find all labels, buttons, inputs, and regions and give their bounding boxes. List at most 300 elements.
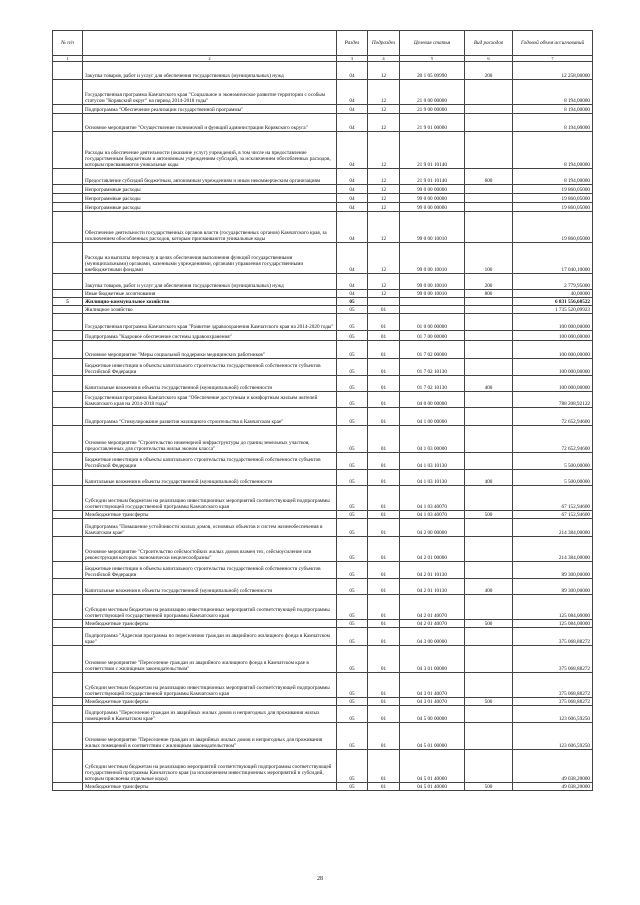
- row-num: [53, 783, 83, 791]
- row-name: Капитальные вложения в объекты государственной (муниципальной) собственности: [83, 376, 337, 392]
- row-exptype: 500: [465, 698, 513, 706]
- row-target: 04 1 03 10130: [400, 470, 465, 486]
- row-subsection: 12: [368, 185, 400, 194]
- row-exptype: 500: [465, 620, 513, 628]
- row-name: Субсидии местным бюджетам на реализацию инвестиционных мероприятий соответствующей подпрограммы соответствующей государственной программы Камчатского края: [83, 595, 337, 620]
- table-row: [53, 331, 593, 341]
- row-num: [53, 306, 83, 314]
- table-body: [53, 62, 593, 791]
- table-row: [53, 673, 593, 698]
- row-target: [400, 306, 465, 314]
- row-section: 05: [337, 408, 368, 426]
- row-subsection: 12: [368, 274, 400, 290]
- row-amount: 123 606,59250: [513, 723, 593, 750]
- row-name: Бюджетные инвестиции в объекты капитального строительства государственной собственности субъектов Российской Федерации: [83, 453, 337, 470]
- row-subsection: 12: [368, 132, 400, 169]
- row-name: Государственная программа Камчатского края "Социальное и экономическое развитие территории с особым статусом "Корякский округ" на период 2014-2018 годы": [83, 80, 337, 105]
- row-subsection: 01: [368, 562, 400, 579]
- row-num: [53, 212, 83, 243]
- row-section: 04: [337, 80, 368, 105]
- row-target: 99 0 00 10010: [400, 274, 465, 290]
- row-subsection: 01: [368, 620, 400, 628]
- row-name: Основное мероприятие "Меры социальной поддержки медицинских работников": [83, 341, 337, 359]
- row-name: Межбюджетные трансферты: [83, 783, 337, 791]
- row-section: 04: [337, 212, 368, 243]
- row-name: Государственная программа Камчатского края "Обеспечение доступным и комфортным жильем жителей Камчатского края на 2014-2018 годы": [83, 392, 337, 408]
- row-amount: 89 300,00000: [513, 562, 593, 579]
- row-section: 05: [337, 486, 368, 511]
- row-amount: 72 652,94600: [513, 408, 593, 426]
- row-subsection: 01: [368, 519, 400, 537]
- row-subsection: 01: [368, 537, 400, 562]
- row-exptype: [465, 723, 513, 750]
- row-num: [53, 470, 83, 486]
- row-num: [53, 706, 83, 723]
- row-num: [53, 620, 83, 628]
- row-subsection: 01: [368, 331, 400, 341]
- row-section: 05: [337, 723, 368, 750]
- row-exptype: [465, 750, 513, 783]
- row-target: 04 5 01 40060: [400, 783, 465, 791]
- table-row: [53, 114, 593, 132]
- row-amount: 72 652,94600: [513, 426, 593, 453]
- row-name: Бюджетные инвестиции в объекты капитального строительства государственной собственности субъектов Российской Федерации: [83, 359, 337, 376]
- row-name: Субсидии местным бюджетам на реализацию мероприятий соответствующей подпрограммы соответствующей государственной программы Камчатского края (за исключением инвестиционных мероприятий и субсидий, которым присвоены отдельные коды): [83, 750, 337, 783]
- row-section: 05: [337, 306, 368, 314]
- row-section: 05: [337, 392, 368, 408]
- row-exptype: [465, 185, 513, 194]
- row-name: Закупка товаров, работ и услуг для обеспечения государственных (муниципальных) нужд: [83, 62, 337, 80]
- row-num: [53, 426, 83, 453]
- row-name: Основное мероприятие "Осуществление полномочий и функций администрации Корякского округа": [83, 114, 337, 132]
- row-exptype: [465, 80, 513, 105]
- row-subsection: 12: [368, 80, 400, 105]
- row-num: [53, 331, 83, 341]
- row-num: [53, 185, 83, 194]
- row-num: [53, 114, 83, 132]
- table-row: [53, 519, 593, 537]
- row-num: [53, 511, 83, 519]
- row-amount: 19 860,05000: [513, 212, 593, 243]
- row-amount: 17 040,10000: [513, 243, 593, 274]
- row-target: 04 2 01 10130: [400, 579, 465, 595]
- row-section: 05: [337, 673, 368, 698]
- row-amount: 100 000,00000: [513, 331, 593, 341]
- table-header-row: [53, 31, 593, 56]
- row-target: 21 9 01 00000: [400, 114, 465, 132]
- row-section: 05: [337, 453, 368, 470]
- row-num: [53, 243, 83, 274]
- table-row: [53, 341, 593, 359]
- row-amount: 19 860,05000: [513, 185, 593, 194]
- row-num: [53, 579, 83, 595]
- row-amount: 125 084,00000: [513, 595, 593, 620]
- row-target: 01 7 02 00000: [400, 341, 465, 359]
- header-section: Раздел: [337, 31, 368, 56]
- row-subsection: 12: [368, 194, 400, 203]
- row-name: Основное мероприятие "Переселение граждан из аварийных жилых домов и непригодных для проживания жилых помещений в соответствии с жилищным законодательством": [83, 723, 337, 750]
- row-name: Основное мероприятие "Строительство инженерной инфраструктуры до границ земельных участков, предоставленных для строительства жилья эконом класса": [83, 426, 337, 453]
- row-section: 05: [337, 359, 368, 376]
- row-section: 05: [337, 628, 368, 646]
- row-target: 04 5 01 00000: [400, 723, 465, 750]
- row-subsection: 01: [368, 314, 400, 331]
- table-row: [53, 408, 593, 426]
- table-row: [53, 212, 593, 243]
- row-num: [53, 274, 83, 290]
- row-target: [400, 298, 465, 306]
- row-target: 01 7 02 10130: [400, 359, 465, 376]
- row-section: 05: [337, 750, 368, 783]
- row-name: Непрограммные расходы: [83, 194, 337, 203]
- row-num: [53, 203, 83, 212]
- row-amount: 49 038,20000: [513, 783, 593, 791]
- table-row: [53, 62, 593, 80]
- row-amount: 8 194,00000: [513, 132, 593, 169]
- row-num: [53, 698, 83, 706]
- row-subsection: 01: [368, 341, 400, 359]
- row-target: 99 0 00 00000: [400, 194, 465, 203]
- row-target: 04 1 00 00000: [400, 408, 465, 426]
- row-exptype: [465, 646, 513, 673]
- row-section: 05: [337, 341, 368, 359]
- row-subsection: 01: [368, 376, 400, 392]
- row-num: [53, 537, 83, 562]
- row-subsection: 01: [368, 706, 400, 723]
- row-exptype: [465, 453, 513, 470]
- row-exptype: [465, 203, 513, 212]
- row-amount: 100 000,00000: [513, 314, 593, 331]
- row-subsection: 12: [368, 114, 400, 132]
- row-amount: 89 300,00000: [513, 579, 593, 595]
- row-section: 04: [337, 132, 368, 169]
- table-row: [53, 194, 593, 203]
- row-target: 99 0 00 00000: [400, 203, 465, 212]
- row-exptype: 100: [465, 243, 513, 274]
- row-section: 04: [337, 194, 368, 203]
- row-subsection: 01: [368, 783, 400, 791]
- row-amount: 375 068,88272: [513, 698, 593, 706]
- row-section: 04: [337, 290, 368, 298]
- table-row: [53, 579, 593, 595]
- row-num: 5: [53, 298, 83, 306]
- row-exptype: 200: [465, 274, 513, 290]
- row-target: 21 0 00 00000: [400, 80, 465, 105]
- row-amount: 6 831 556,68522: [513, 298, 593, 306]
- row-name: Обеспечение деятельности государственных органов власти (государственных органов) Камчатского края, за исключением обособленных расходов, которым присваиваются уникальные коды: [83, 212, 337, 243]
- row-exptype: [465, 595, 513, 620]
- row-name: Подпрограмма "Повышение устойчивости жилых домов, основных объектов и систем жизнеобеспечения в Камчатском крае": [83, 519, 337, 537]
- row-num: [53, 595, 83, 620]
- row-section: 05: [337, 376, 368, 392]
- row-subsection: 01: [368, 628, 400, 646]
- row-name: Субсидии местным бюджетам на реализацию инвестиционных мероприятий соответствующей подпрограммы соответствующей государственной программы Камчатского края: [83, 486, 337, 511]
- row-section: 05: [337, 706, 368, 723]
- budget-table: [52, 30, 593, 791]
- row-amount: 67 152,94600: [513, 511, 593, 519]
- row-section: 04: [337, 203, 368, 212]
- header-amount: Годовой объем ассигнований: [513, 31, 593, 56]
- row-amount: 8 194,00000: [513, 114, 593, 132]
- table-row: [53, 698, 593, 706]
- row-name: Непрограммные расходы: [83, 185, 337, 194]
- row-exptype: [465, 341, 513, 359]
- table-row: [53, 562, 593, 579]
- table-row: [53, 105, 593, 114]
- row-name: Непрограммные расходы: [83, 203, 337, 212]
- table-row: [53, 376, 593, 392]
- row-num: [53, 408, 83, 426]
- row-amount: 125 084,00000: [513, 620, 593, 628]
- row-exptype: [465, 331, 513, 341]
- row-exptype: [465, 359, 513, 376]
- row-target: 21 9 01 10140: [400, 169, 465, 185]
- row-amount: 214 384,00000: [513, 519, 593, 537]
- row-target: 01 0 00 00000: [400, 314, 465, 331]
- table-row: [53, 203, 593, 212]
- row-name: Расходы на обеспечение деятельности (оказание услуг) учреждений, в том числе на предоставление государственным бюджетным и автономным учреждениям субсидий, за исключением обособленных расходов, которым присваиваются уникальные коды: [83, 132, 337, 169]
- row-num: [53, 132, 83, 169]
- row-amount: 8 194,00000: [513, 80, 593, 105]
- row-section: 04: [337, 169, 368, 185]
- row-exptype: 400: [465, 376, 513, 392]
- row-target: 21 9 00 00000: [400, 105, 465, 114]
- row-amount: 100 000,00000: [513, 341, 593, 359]
- row-exptype: [465, 132, 513, 169]
- row-amount: 1 735 520,09923: [513, 306, 593, 314]
- row-section: 05: [337, 646, 368, 673]
- row-subsection: [368, 298, 400, 306]
- row-amount: 100 000,00000: [513, 359, 593, 376]
- row-target: 99 0 00 10010: [400, 290, 465, 298]
- row-amount: 49 038,20000: [513, 750, 593, 783]
- row-section: 05: [337, 519, 368, 537]
- budget-table-sheet: [52, 30, 592, 791]
- row-exptype: [465, 306, 513, 314]
- row-section: 05: [337, 562, 368, 579]
- row-target: 04 1 03 40070: [400, 486, 465, 511]
- table-row: [53, 359, 593, 376]
- row-section: 05: [337, 595, 368, 620]
- row-target: 21 9 01 10140: [400, 132, 465, 169]
- row-target: 04 1 03 00000: [400, 426, 465, 453]
- table-row: [53, 706, 593, 723]
- row-amount: 375 068,88272: [513, 673, 593, 698]
- row-target: 04 5 00 00000: [400, 706, 465, 723]
- row-amount: 375 068,88272: [513, 646, 593, 673]
- row-amount: 375 068,88272: [513, 628, 593, 646]
- table-row: [53, 470, 593, 486]
- table-row: [53, 620, 593, 628]
- row-exptype: [465, 673, 513, 698]
- row-subsection: 01: [368, 673, 400, 698]
- row-amount: 8 194,00000: [513, 169, 593, 185]
- row-subsection: 12: [368, 62, 400, 80]
- row-section: 05: [337, 298, 368, 306]
- row-name: Иные бюджетные ассигнования: [83, 290, 337, 298]
- row-num: [53, 392, 83, 408]
- row-name: Основное мероприятие "Строительство сейсмостойких жилых домов взамен тех, сейсмоусиление или реконструкция которых экономически нецелесообразны": [83, 537, 337, 562]
- row-exptype: 800: [465, 290, 513, 298]
- row-subsection: 01: [368, 646, 400, 673]
- row-section: 05: [337, 698, 368, 706]
- row-name: Основное мероприятие "Переселение граждан из аварийного жилищного фонда в Камчатском крае в соответствии с жилищным законодательством": [83, 646, 337, 673]
- row-exptype: [465, 408, 513, 426]
- table-row: [53, 298, 593, 306]
- table-row: [53, 132, 593, 169]
- row-num: [53, 750, 83, 783]
- column-index: 4: [368, 56, 400, 62]
- row-exptype: [465, 519, 513, 537]
- row-name: Подпрограмма "Стимулирование развития жилищного строительства в Камчатском крае": [83, 408, 337, 426]
- column-index: 1: [53, 56, 83, 62]
- row-name: Предоставление субсидий бюджетным, автономным учреждениям и иным некоммерческим организациям: [83, 169, 337, 185]
- row-num: [53, 376, 83, 392]
- row-subsection: 01: [368, 486, 400, 511]
- row-target: 04 3 01 40070: [400, 673, 465, 698]
- row-amount: 19 860,05000: [513, 194, 593, 203]
- table-row: [53, 169, 593, 185]
- row-exptype: [465, 426, 513, 453]
- row-exptype: [465, 706, 513, 723]
- table-row: [53, 537, 593, 562]
- row-section: 05: [337, 314, 368, 331]
- row-subsection: 01: [368, 306, 400, 314]
- row-target: 04 1 03 40070: [400, 511, 465, 519]
- table-row: [53, 274, 593, 290]
- row-subsection: 12: [368, 105, 400, 114]
- row-subsection: 12: [368, 212, 400, 243]
- table-row: [53, 453, 593, 470]
- row-amount: 67 152,94600: [513, 486, 593, 511]
- column-index: 5: [400, 56, 465, 62]
- row-name: Жилищное хозяйство: [83, 306, 337, 314]
- row-amount: 5 500,00000: [513, 470, 593, 486]
- row-name: Межбюджетные трансферты: [83, 620, 337, 628]
- row-num: [53, 80, 83, 105]
- row-exptype: [465, 562, 513, 579]
- row-section: 04: [337, 62, 368, 80]
- table-row: [53, 306, 593, 314]
- column-index: 6: [465, 56, 513, 62]
- table-row: [53, 646, 593, 673]
- row-exptype: [465, 105, 513, 114]
- row-section: 04: [337, 114, 368, 132]
- header-num: № п/п: [53, 31, 83, 56]
- row-subsection: 01: [368, 750, 400, 783]
- table-row: [53, 243, 593, 274]
- row-name: Подпрограмма "Кадровое обеспечение системы здравоохранения": [83, 331, 337, 341]
- table-row: [53, 486, 593, 511]
- row-section: 05: [337, 579, 368, 595]
- row-section: 05: [337, 783, 368, 791]
- row-num: [53, 519, 83, 537]
- row-name: Подпрограмма "Адресная программа по переселению граждан из аварийного жилищного фонда в Камчатском крае": [83, 628, 337, 646]
- row-subsection: 01: [368, 408, 400, 426]
- row-num: [53, 105, 83, 114]
- row-amount: 40,00000: [513, 290, 593, 298]
- row-amount: 788 208,92122: [513, 392, 593, 408]
- row-name: Подпрограмма "Переселение граждан из аварийных жилых домов и непригодных для проживания жилых помещений в Камчатском крае": [83, 706, 337, 723]
- row-amount: 8 194,00000: [513, 105, 593, 114]
- row-target: 04 2 01 40070: [400, 620, 465, 628]
- row-subsection: 01: [368, 453, 400, 470]
- row-subsection: 01: [368, 359, 400, 376]
- row-section: 05: [337, 426, 368, 453]
- row-amount: 2 779,95000: [513, 274, 593, 290]
- header-exptype: Вид расходов: [465, 31, 513, 56]
- column-index: 3: [337, 56, 368, 62]
- row-num: [53, 628, 83, 646]
- table-row: [53, 290, 593, 298]
- row-num: [53, 673, 83, 698]
- row-subsection: 01: [368, 579, 400, 595]
- row-subsection: 01: [368, 511, 400, 519]
- row-target: 99 0 00 00000: [400, 185, 465, 194]
- row-section: 05: [337, 620, 368, 628]
- row-section: 05: [337, 537, 368, 562]
- row-name: Бюджетные инвестиции в объекты капитального строительства государственной собственности субъектов Российской Федерации: [83, 562, 337, 579]
- row-target: 04 2 00 00000: [400, 519, 465, 537]
- row-num: [53, 341, 83, 359]
- table-row: [53, 628, 593, 646]
- table-row: [53, 426, 593, 453]
- row-target: 04 3 00 00000: [400, 628, 465, 646]
- row-target: 04 3 01 00000: [400, 646, 465, 673]
- row-exptype: [465, 314, 513, 331]
- row-name: Капитальные вложения в объекты государственной (муниципальной) собственности: [83, 579, 337, 595]
- row-target: 01 7 00 00000: [400, 331, 465, 341]
- column-index: 2: [83, 56, 337, 62]
- row-subsection: 12: [368, 243, 400, 274]
- row-name: Государственная программа Камчатского края "Развитие здравоохранения Камчатского края на 2014-2020 годы": [83, 314, 337, 331]
- row-num: [53, 359, 83, 376]
- row-target: 04 2 01 00000: [400, 537, 465, 562]
- row-exptype: [465, 114, 513, 132]
- row-target: 04 5 01 40060: [400, 750, 465, 783]
- table-row: [53, 511, 593, 519]
- row-target: 04 2 01 10130: [400, 562, 465, 579]
- row-exptype: [465, 392, 513, 408]
- row-section: 05: [337, 331, 368, 341]
- row-target: 04 2 01 40070: [400, 595, 465, 620]
- row-subsection: 01: [368, 392, 400, 408]
- row-num: [53, 486, 83, 511]
- row-name: Субсидии местным бюджетам на реализацию инвестиционных мероприятий соответствующей подпрограммы соответствующей государственной программы Камчатского края: [83, 673, 337, 698]
- row-target: 04 0 00 00000: [400, 392, 465, 408]
- row-subsection: 12: [368, 290, 400, 298]
- row-exptype: [465, 628, 513, 646]
- row-name: Жилищно-коммунальное хозяйство: [83, 298, 337, 306]
- table-row: [53, 392, 593, 408]
- row-exptype: [465, 486, 513, 511]
- page-number: 28: [317, 876, 323, 882]
- row-subsection: 12: [368, 169, 400, 185]
- row-amount: 100 000,00000: [513, 376, 593, 392]
- row-target: 01 7 02 10130: [400, 376, 465, 392]
- row-amount: 5 500,00000: [513, 453, 593, 470]
- row-exptype: [465, 537, 513, 562]
- table-row: [53, 723, 593, 750]
- row-num: [53, 169, 83, 185]
- row-num: [53, 646, 83, 673]
- row-num: [53, 290, 83, 298]
- row-subsection: 01: [368, 723, 400, 750]
- row-target: 99 0 00 10010: [400, 212, 465, 243]
- row-exptype: 200: [465, 62, 513, 80]
- row-subsection: 12: [368, 203, 400, 212]
- row-target: 04 3 01 40070: [400, 698, 465, 706]
